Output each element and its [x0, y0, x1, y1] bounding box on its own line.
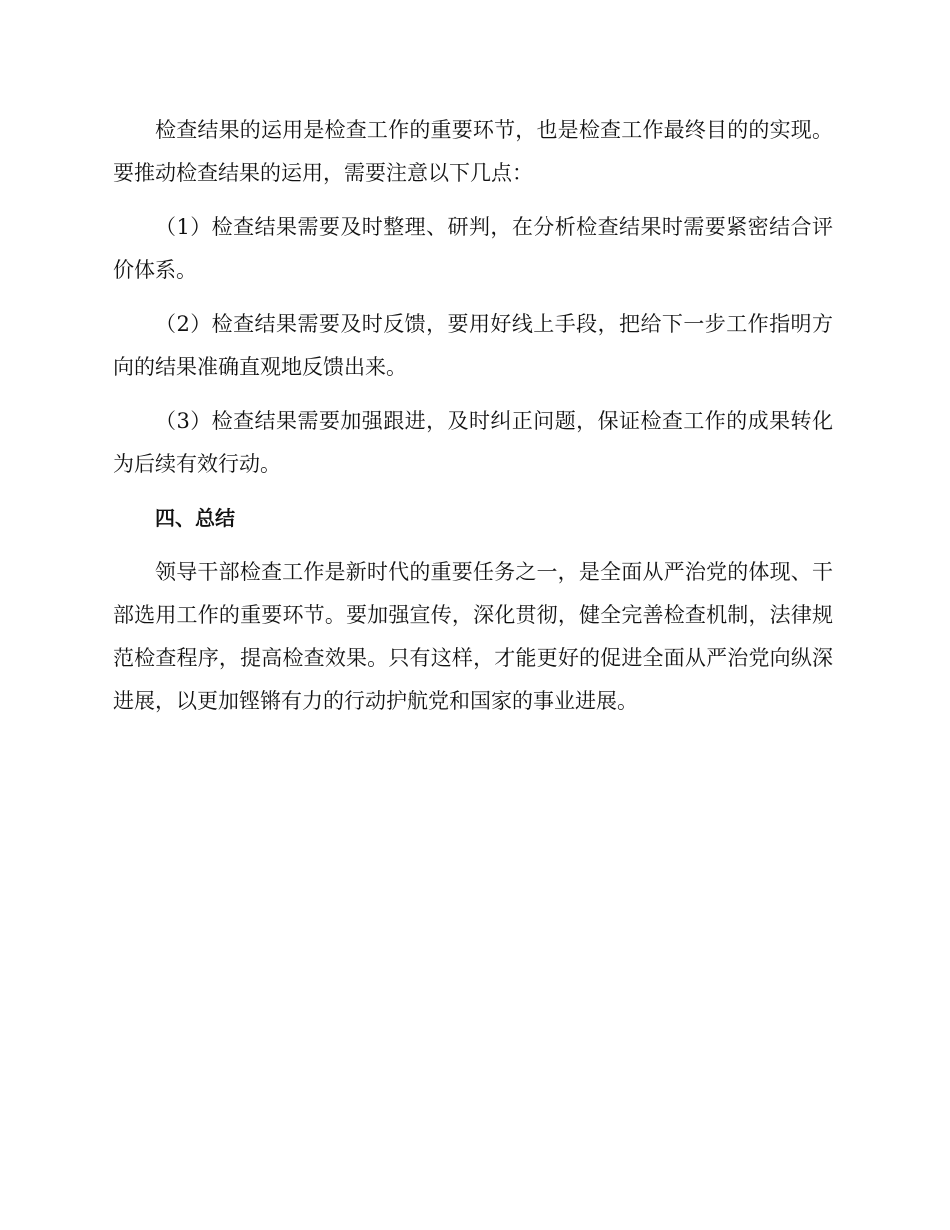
- list-item-2: （2）检查结果需要及时反馈，要用好线上手段，把给下一步工作指明方向的结果准确直观地反馈出来。: [113, 312, 833, 379]
- list-item-1: （1）检查结果需要及时整理、研判，在分析检查结果时需要紧密结合评价体系。: [113, 215, 833, 282]
- conclusion-paragraph: 领导干部检查工作是新时代的重要任务之一，是全面从严治党的体现、干部选用工作的重要环节。要加强宣传，深化贯彻，健全完善检查机制，法律规范检查程序，提高检查效果。只有这样，才能更好的促进全面从严治党向纵深进展，以更加铿锵有力的行动护航党和国家的事业进展。: [113, 560, 833, 713]
- intro-paragraph: 检查结果的运用是检查工作的重要环节，也是检查工作最终目的的实现。要推动检查结果的运用，需要注意以下几点：: [113, 118, 833, 185]
- section-heading-summary: 四、总结: [155, 506, 235, 530]
- list-item-3: （3）检查结果需要加强跟进，及时纠正问题，保证检查工作的成果转化为后续有效行动。: [113, 409, 833, 476]
- document-body: [113, 109, 833, 734]
